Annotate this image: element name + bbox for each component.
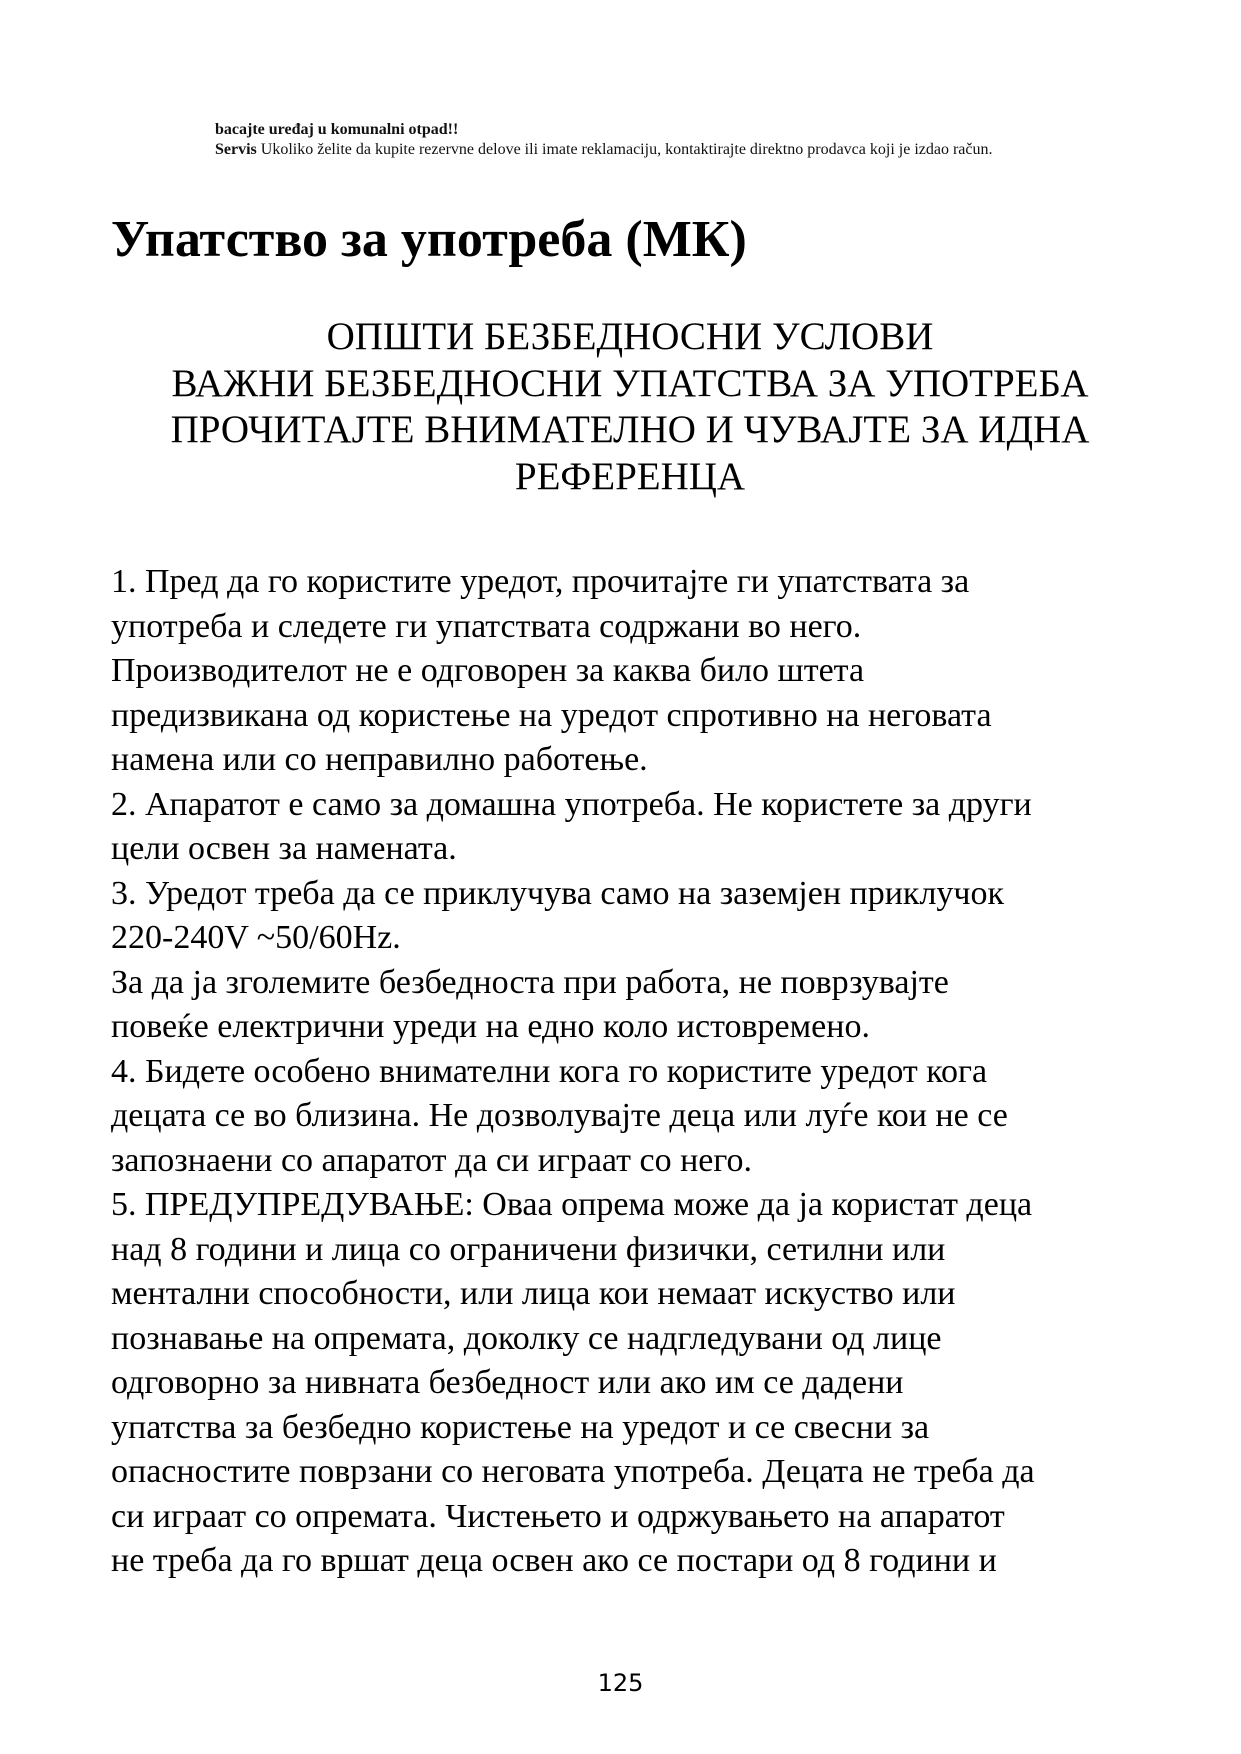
body-line: 1. Пред да го користите уредот, прочитајте ги упатствата за [111, 563, 970, 600]
body-line: 5. ПРЕДУПРЕДУВАЊЕ: Оваа опрема може да ја користат деца [111, 1186, 1033, 1223]
body-line: 2. Апаратот е само за домашна употреба. Не користете за други [111, 785, 1032, 823]
body-line: децата се во близина. Не дозволувајте деца или луѓе кои не се [111, 1097, 1008, 1134]
body-line: 220-240V ~50/60Hz. [111, 919, 401, 956]
page-number: 125 [597, 1669, 644, 1697]
safety-headings [100, 314, 1160, 500]
body-line: предизвикана од користење на уредот спротивно на неговата [111, 696, 992, 734]
body-line: намена или со неправилно работење. [111, 741, 648, 778]
header-notice [215, 120, 1215, 160]
body-line: употреба и следете ги упатствата содржани во него. [111, 607, 862, 645]
page-title: Упатство за употреба (МК) [111, 211, 747, 268]
body-line: одговорно за нивната безбедност или ако им се дадени [111, 1364, 904, 1401]
body-line: За да ја зголемите безбедноста при работа, не поврзувајте [111, 963, 949, 1001]
body-line: цели освен за намената. [111, 830, 457, 867]
instructions-body [111, 560, 1231, 1584]
body-line: 4. Бидете особено внимателни кога го користите уредот кога [111, 1052, 988, 1090]
body-line: опасностите поврзани со неговата употреба. Децата не треба да [111, 1453, 1035, 1490]
heading-line: РЕФЕРЕНЦА [514, 454, 746, 498]
body-line: упатства за безбедно користење на уредот и се свесни за [111, 1408, 930, 1446]
heading-line: ОПШТИ БЕЗБЕДНОСНИ УСЛОВИ [326, 315, 934, 358]
service-line [215, 140, 1215, 160]
heading-line: ПРОЧИТАЈТЕ ВНИМАТЕЛНО И ЧУВАЈТЕ ЗА ИДНА [170, 408, 1090, 451]
service-text: Ukoliko želite da kupite rezervne delove ili imate reklamaciju, kontaktirajte direktno prodavca koji je izdao račun. [256, 141, 993, 158]
service-label: Servis [215, 141, 257, 158]
body-line: запознаени со апаратот да си играат со него. [111, 1141, 752, 1179]
heading-line: ВАЖНИ БЕЗБЕДНОСНИ УПАТСТВА ЗА УПОТРЕБА [171, 361, 1089, 405]
body-line: 3. Уредот треба да се приклучува само на заземјен приклучок [111, 874, 1005, 912]
body-line: ментални способности, или лица кои немаат искуство или [111, 1275, 956, 1312]
body-line: си играат со опремата. Чистењето и одржувањето на апаратот [111, 1497, 1005, 1535]
disposal-warning: bacajte uređaj u komunalni otpad!! [215, 121, 459, 138]
body-line: над 8 години и лица со ограничени физички, сетилни или [111, 1230, 946, 1268]
body-line: познавање на опремата, доколку се надгледувани од лице [111, 1319, 942, 1357]
body-line: повеќе електрични уреди на едно коло истовремено. [111, 1008, 870, 1045]
body-line: Производителот не е одговорен за каква било штета [111, 652, 865, 689]
body-line: не треба да го вршат деца освен ако се постари од 8 години и [111, 1542, 997, 1579]
